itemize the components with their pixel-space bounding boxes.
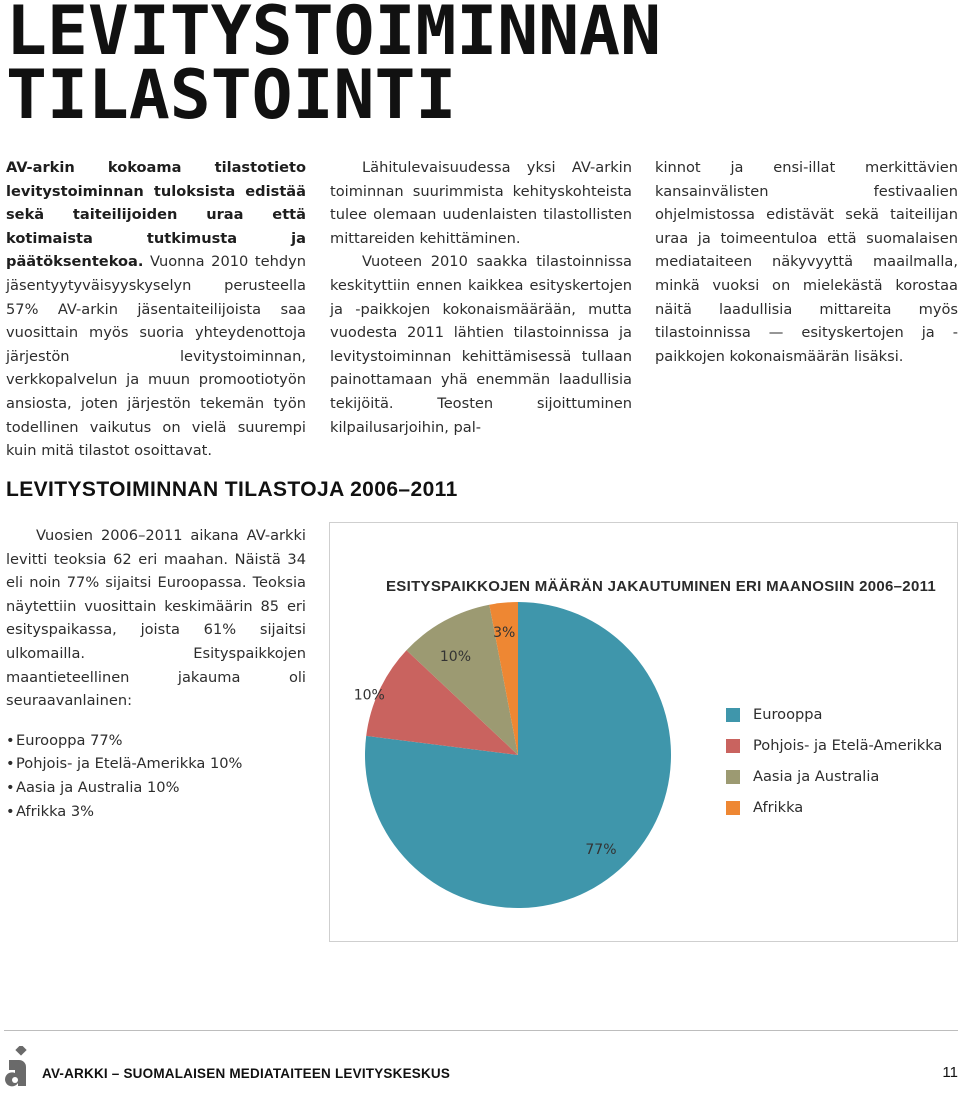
legend-swatch xyxy=(726,739,740,753)
legend-swatch xyxy=(726,770,740,784)
av-arkki-logo-icon xyxy=(4,1046,30,1092)
legend-label: Aasia ja Australia xyxy=(753,768,880,785)
column-1-body: Vuonna 2010 tehdyn jäsentyytyväisyyskyselyn perusteella 57% AV-arkin jäsentaiteilijoista saa vuosittain myös suoria yhteydenottoja järjestön levitystoiminnan, verkkopalvelun ja muun promootiotyön ansiosta, joten järjestön tekemän työn todellinen vaikutus on vielä suurempi kuin mitä tilastot osoittavat. xyxy=(6,253,306,460)
pie-slice-label: 77% xyxy=(585,842,617,859)
column-1-paragraph xyxy=(6,156,306,463)
pie-slice-label: 10% xyxy=(353,687,385,704)
column-2-paragraph-2: Vuoteen 2010 saakka tilastoinnissa keskityttiin ennen kaikkea esityskertojen ja -paikkojen kokonaismäärään, mutta vuodesta 2011 lähtien tilastoinnissa ja levitystoiminnan kehittämisessä tullaan painottamaan yhä enemmän laadullisia tekijöitä. Teosten sijoittuminen kilpailusarjoihin, pal- xyxy=(330,253,632,436)
text-column-2 xyxy=(330,156,632,439)
page-title-line-2: TILASTOINTI xyxy=(6,56,457,135)
pie-slice-label: 10% xyxy=(439,648,472,665)
distribution-list xyxy=(6,729,306,823)
list-item: • Afrikka 3% xyxy=(6,800,306,824)
text-column-3 xyxy=(655,156,958,368)
legend-label: Afrikka xyxy=(753,799,804,816)
list-item: • Aasia ja Australia 10% xyxy=(6,776,306,800)
intro-paragraph: Vuosien 2006–2011 aikana AV-arkki levitti teoksia 62 eri maahan. Näistä 34 eli noin 77% sijaitsi Euroopassa. Teoksia näytettiin vuosittain keskimäärin 85 eri esityspaikassa, joista 61% sijaitsi ulkomailla. Esityspaikkojen maantieteellinen jakauma oli seuraavanlainen: xyxy=(6,527,306,710)
column-2-paragraph-1: Lähitulevaisuudessa yksi AV-arkin toiminnan suurimmista kehityskohteista tulee olemaan uudenlaisten tilastollisten mittareiden kehittäminen. xyxy=(330,159,632,247)
statistics-intro xyxy=(6,524,306,823)
legend-item-aasia xyxy=(726,761,942,792)
legend-label: Pohjois- ja Etelä-Amerikka xyxy=(753,737,943,754)
chart-title: ESITYSPAIKKOJEN MÄÄRÄN JAKAUTUMINEN ERI MAANOSIIN 2006–2011 xyxy=(386,578,937,595)
page-number: 11 xyxy=(942,1064,958,1081)
chart-legend xyxy=(726,699,942,823)
lead-text: AV-arkin kokoama tilastotieto levitystoiminnan tuloksista edistää sekä taiteilijoiden uraa että kotimaista tutkimusta ja päätöksentekoa. xyxy=(6,159,306,271)
page-title-line-1: LEVITYSTOIMINNAN xyxy=(6,0,662,71)
legend-label: Eurooppa xyxy=(753,706,823,723)
footer-organization: AV-ARKKI – SUOMALAISEN MEDIATAITEEN LEVITYSKESKUS xyxy=(42,1066,451,1081)
legend-swatch xyxy=(726,801,740,815)
list-item: • Eurooppa 77% xyxy=(6,729,306,753)
legend-item-amerikka xyxy=(726,730,942,761)
legend-item-afrikka xyxy=(726,792,942,823)
legend-swatch xyxy=(726,708,740,722)
text-column-1 xyxy=(6,156,306,463)
footer-divider xyxy=(4,1030,958,1031)
list-item: • Pohjois- ja Etelä-Amerikka 10% xyxy=(6,752,306,776)
section-heading: LEVITYSTOIMINNAN TILASTOJA 2006–2011 xyxy=(6,478,458,501)
pie-slice-label: 3% xyxy=(493,625,516,642)
pie-chart-panel xyxy=(329,522,958,942)
legend-item-eurooppa xyxy=(726,699,942,730)
column-3-paragraph: kinnot ja ensi-illat merkittävien kansainvälisten festivaalien ohjelmistossa edistävät sekä taiteilijan uraa ja toimeentuloa että suomalaisen mediataiteen näkyvyyttä maailmalla, minkä vuoksi on mielekästä korostaa näitä laadullisia mittareita myös tilastoinnissa — esityskertojen ja -paikkojen kokonaismäärän lisäksi. xyxy=(655,159,958,365)
page-title xyxy=(6,0,946,135)
